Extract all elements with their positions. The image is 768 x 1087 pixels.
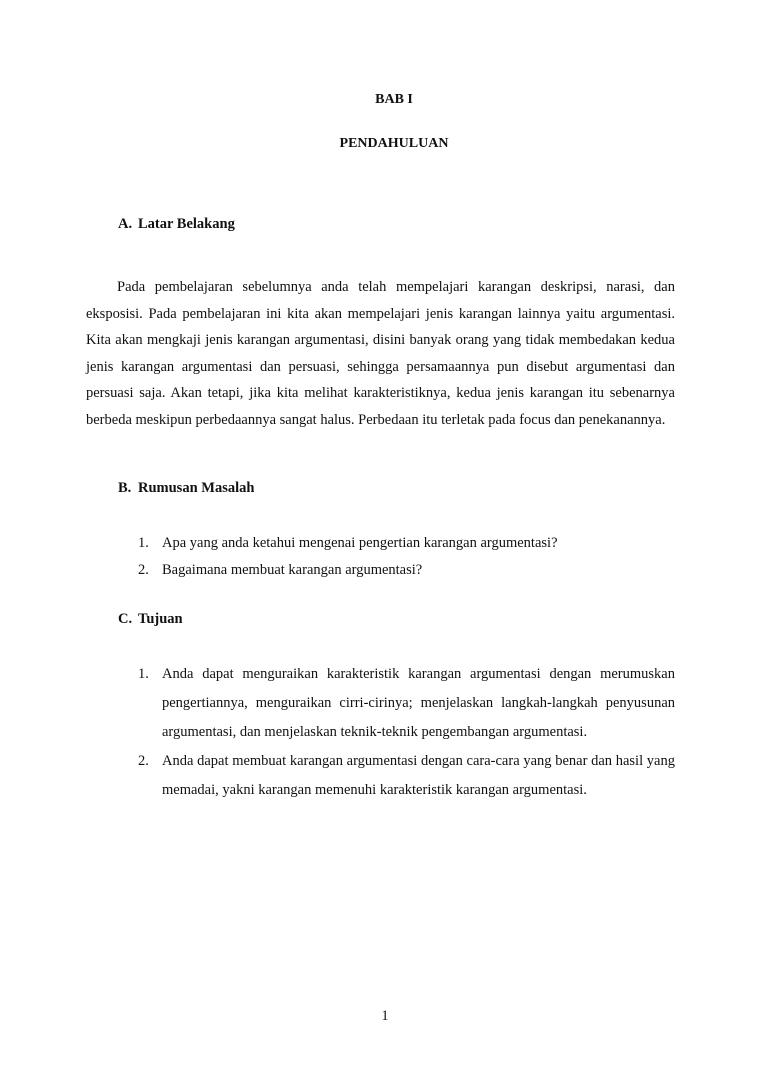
list-item: [138, 530, 648, 557]
list-number: 1.: [138, 666, 149, 682]
section-title: Latar Belakang: [138, 216, 235, 232]
section-heading-rumusan-masalah: [118, 480, 254, 497]
rumusan-masalah-list: [138, 530, 648, 584]
section-letter: C.: [118, 611, 133, 627]
list-number: 2.: [138, 562, 149, 578]
section-heading-tujuan: [118, 611, 183, 628]
list-number: 1.: [138, 535, 149, 551]
chapter-number: BAB I: [375, 92, 413, 107]
chapter-title: PENDAHULUAN: [339, 136, 449, 151]
tujuan-list: [138, 660, 675, 805]
section-letter: B.: [118, 480, 132, 496]
section-title: Rumusan Masalah: [138, 480, 255, 496]
list-text: Apa yang anda ketahui mengenai pengertian karangan argumentasi?: [162, 535, 558, 551]
section-heading-latar-belakang: [118, 216, 235, 233]
section-letter: A.: [118, 216, 133, 232]
list-item: [138, 557, 648, 584]
list-item: [138, 660, 675, 747]
list-text: Bagaimana membuat karangan argumentasi?: [162, 562, 423, 578]
section-title: Tujuan: [138, 611, 183, 627]
list-number: 2.: [138, 753, 149, 769]
list-text: Anda dapat membuat karangan argumentasi dengan cara-cara yang benar dan hasil yang memadai, yakni karangan memenuhi karakteristik karangan argumentasi.: [162, 753, 675, 798]
list-text: Anda dapat menguraikan karakteristik karangan argumentasi dengan merumuskan pengertiannya, menguraikan cirri-cirinya; menjelaskan langkah-langkah penyusunan argumentasi, dan menjelaskan teknik-teknik pengembangan argumentasi.: [162, 666, 675, 740]
latar-belakang-paragraph: Pada pembelajaran sebelumnya anda telah mempelajari karangan deskripsi, narasi, dan eksposisi. Pada pembelajaran ini kita akan mempelajari jenis karangan lainnya yaitu argumentasi. Kita akan mengkaji jenis karangan argumentasi, disini banyak orang yang tidak membedakan kedua jenis karangan argumentasi dan persuasi, sehingga persamaannya pun disebut argumentasi dan persuasi saja. Akan tetapi, jika kita melihat karakteristiknya, kedua jenis karangan itu sebenarnya berbeda meskipun perbedaannya sangat halus. Perbedaan itu terletak pada focus dan penekanannya.: [86, 279, 675, 428]
page-number: 1: [381, 1008, 389, 1024]
list-item: [138, 747, 675, 805]
